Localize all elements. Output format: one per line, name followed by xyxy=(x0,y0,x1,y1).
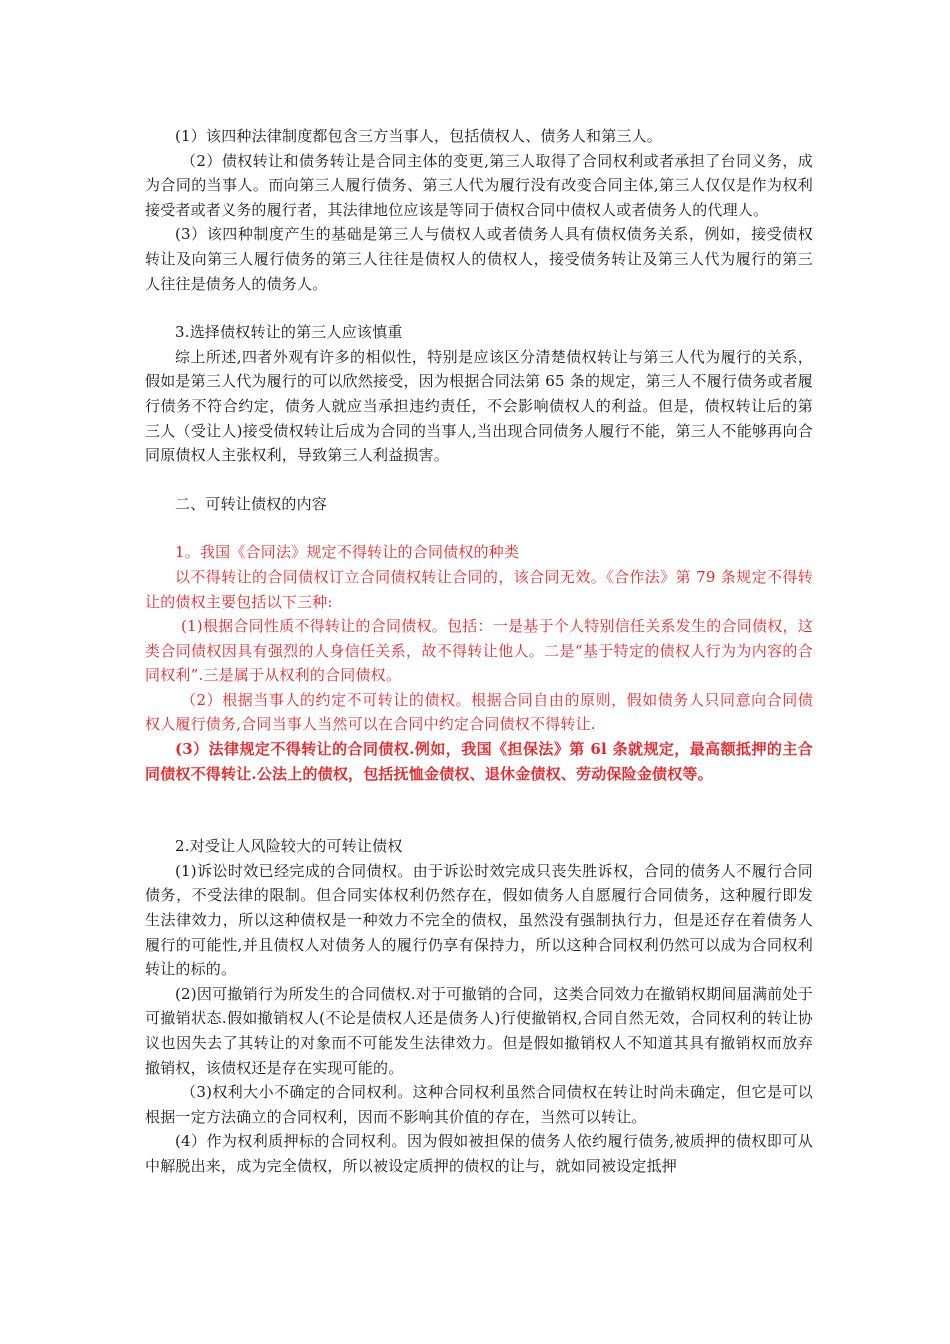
spacer xyxy=(145,296,813,320)
section-heading-risky-claims: 2.对受让人风险较大的可转让债权 xyxy=(175,837,403,856)
red-item-3: (3）法律规定不得转让的合同债权.例如，我国《担保法》第 6l 条就规定，最高额抵押的主合同债权不得转让.公法上的债权，包括抚恤金债权、退休金债权、劳动保险金债权等。 xyxy=(145,740,813,783)
spacer xyxy=(145,516,813,540)
paragraph-d2: (2)因可撤销行为所发生的合同债权.对于可撤销的合同，这类合同效力在撤销权期间届满前处于可撤销状态.假如撤销权人(不论是债权人还是债务人)行使撤销权,合同自然无效，合同权利的转让协议也因失去了其转让的对象而不可能发生法律效力。但是假如撤销权人不知道其具有撤销权而放弃撤销权，该债权还是存在实现可能的。 xyxy=(145,984,813,1077)
paragraph-a2: （2）债权转让和债务转让是合同主体的变更,第三人取得了合同权利或者承担了台同义务，成为合同的当事人。而向第三人履行债务、第三人代为履行没有改变合同主体,第三人仅仅是作为权利接受者或者义务的履行者，其法律地位应该是等同于债权合同中债权人或者债务人的代理人。 xyxy=(145,151,813,219)
red-heading-nontransferable-types: 1。我国《合同法》规定不得转让的合同债权的种类 xyxy=(175,543,520,562)
section-heading-choose-third-party: 3.选择债权转让的第三人应该慎重 xyxy=(175,323,403,342)
paragraph-d4: (4）作为权利质押标的合同权利。因为假如被担保的债务人依约履行债务,被质押的债权即可从中解脱出来，成为完全债权，所以被设定质押的债权的让与，就如同被设定抵押 xyxy=(145,1132,813,1175)
document-body xyxy=(145,124,813,1179)
spacer xyxy=(145,468,813,492)
section-heading-transferable-claims: 二、可转让债权的内容 xyxy=(175,494,328,513)
paragraph-a1: (1）该四种法律制度都包含三方当事人，包括债权人、债务人和第三人。 xyxy=(175,127,662,145)
red-intro-paragraph: 以不得转让的合同债权订立合同债权转让合同的，该合同无效。《合作法》第 79 条规定不得转让的债权主要包括以下三种: xyxy=(145,567,813,611)
paragraph-d3: （3)权利大小不确定的合同权利。这种合同权利虽然合同债权在转让时尚未确定，但它是可以根据一定方法确立的合同权利，因而不影响其价值的存在，当然可以转让。 xyxy=(145,1083,813,1126)
red-item-1: (1)根据合同性质不得转让的合同债权。包括：一是基于个人特别信任关系发生的合同债权，这类合同债权因具有强烈的人身信任关系，故不得转让他人。二是“基于特定的债权人行为为内容的合同权利”.三是属于从权利的合同债权。 xyxy=(145,617,813,685)
red-item-2: （2）根据当事人的约定不可转让的债权。根据合同自由的原则，假如债务人只同意向合同债权人履行债务,合同当事人当然可以在合同中约定合同债权不得转让. xyxy=(145,690,813,734)
paragraph-b-body: 综上所述,四者外观有许多的相似性，特别是应该区分清楚债权转让与第三人代为履行的关系，假如是第三人代为履行的可以欣然接受，因为根据合同法第 65 条的规定，第三人不履行债务或者履行债务不符合约定，债务人就应当承担违约责任，不会影响债权人的利益。但是，债权转让后的第三人（受让人)接受债权转让后成为合同的当事人,当出现合同债务人履行不能，第三人不能够再向合同原债权人主张权利，导致第三人利益损害。 xyxy=(145,347,813,465)
paragraph-a3: (3）该四种制度产生的基础是第三人与债权人或者债务人具有债权债务关系，例如，接受债权转让及向第三人履行债务的第三人往往是债权人的债权人，接受债务转让及第三人代为履行的第三人往往是债务人的债务人。 xyxy=(145,225,813,293)
spacer xyxy=(145,786,813,834)
paragraph-d1: (1)诉讼时效已经完成的合同债权。由于诉讼时效完成只丧失胜诉权，合同的债务人不履行合同债务，不受法律的限制。但合同实体权利仍然存在，假如债务人自愿履行合同债务，这种履行即发生法律效力，所以这种债权是一种效力不完全的债权，虽然没有强制执行力，但是还存在着债务人履行的可能性,并且债权人对债务人的履行仍享有保持力，所以这种合同权利仍然可以成为合同权利转让的标的。 xyxy=(145,861,813,979)
